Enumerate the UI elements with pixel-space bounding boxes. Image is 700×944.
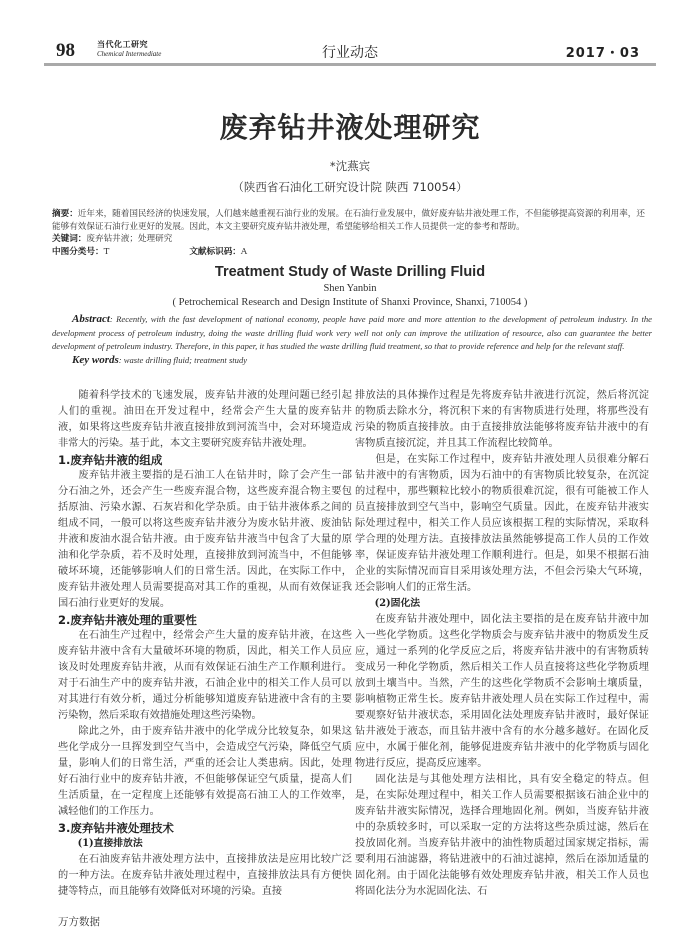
header-divider <box>44 63 656 66</box>
paragraph: 废弃钻井液主要指的是石油工人在钻井时，除了会产生一部分石油之外，还会产生一些废弃混合物，这些废弃混合物主要包括原油、污染水源、石灰岩和化学杂质。由于钻井液体系之间的组成不同，一般可以将这些废弃钻井液分为废水钻井液、废油钻井液和废油水混合钻井液。由于废弃钻井液当中包含了大量的原油和化学杂质，若不及时处理，直接排放到河流当中，不但能够破坏环境，还能够影响人们的日常生活。因此，在实际工作中，废弃钻井液处理人员需要提高对其工作的重视，从而有效保证我国石油行业更好的发展。 <box>58 470 352 609</box>
abstract-en <box>52 313 652 354</box>
keywords-cn <box>52 233 652 246</box>
keywords-en-label: Key words <box>72 353 119 366</box>
journal-name-cn: 当代化工研究 <box>97 40 148 49</box>
abstract-cn-block <box>52 208 652 258</box>
page-number: 98 <box>56 40 75 61</box>
subsection-heading: (1)直接排放法 <box>77 838 143 849</box>
keywords-text: 废弃钻井液；处理研究 <box>86 234 173 245</box>
abstract-en-text: : Recently, with the fast development of national economy, people have paid more and more attention to the development of petroleum industry. In the development process of petroleum industry, doing the waste drilling fluid work very well not only can improve the utilization of resource, also can guarantee the better development of petroleum industry. Therefore, in this paper, it has studied the waste drilling fluid treatment, so that to provide reference and help for the relevant staff. <box>52 314 652 351</box>
doc-code-label: 文献标识码： <box>189 246 241 257</box>
paragraph: 但是，在实际工作过程中，废弃钻井液处理人员很难分解石钻井液中的有害物质，因为石油中的有害物质比较复杂，在沉淀的过程中，那些颗粒比较小的物质很难沉淀，很有可能被工作人员直接排放到空气当中，影响空气质量。因此，在废弃钻井液实际处理过程中，相关工作人员应该根据工程的实际情况，采取科学合理的处理方法。直接排放法虽然能够提高工作人员的工作效率，保证废弃钻井液处理工作顺利进行。但是，如果不根据石油企业的实际情况而盲目采用该处理方法，不但会污染大气环境，还会影响人们的正常生活。 <box>355 454 649 593</box>
journal-logo <box>97 41 161 58</box>
paragraph: 随着科学技术的飞速发展，废弃钻井液的处理问题已经引起人们的重视。油田在开发过程中，经常会产生大量的废弃钻井液，如果将这些废弃钻井液直接排放到河流当中，会对环境造成非常大的污染。基于此，本文主要研究废弃钻井液处理。 <box>58 390 352 449</box>
section-heading: 1.废弃钻井液的组成 <box>58 453 163 467</box>
clc-value: T <box>103 246 110 257</box>
abstract-text: 近年来，随着国民经济的快速发展，人们越来越重视石油行业的发展。在石油行业发展中，做好废弃钻井液处理工作，不但能够提高资源的利用率，还能够有效保证石油行业更好的发展。因此，本文主要研究废弃钻井液处理，希望能够给相关工作人员提供一定的参考和帮助。 <box>52 209 645 232</box>
running-header <box>44 38 656 62</box>
classification-row <box>52 246 652 259</box>
section-name: 行业动态 <box>322 45 378 61</box>
english-author: Shen Yanbin <box>323 283 377 294</box>
clc-label: 中图分类号： <box>52 246 104 257</box>
abstract-en-block <box>52 313 652 367</box>
abstract-cn <box>52 208 652 233</box>
issue-number: 2017・03 <box>565 46 640 61</box>
section-heading: 3.废弃钻井液处理技术 <box>58 821 174 835</box>
article-title: 废弃钻井液处理研究 <box>219 111 481 144</box>
paragraph: 除此之外，由于废弃钻井液中的化学成分比较复杂，如果这些化学成分一旦挥发到空气当中，会造成空气污染，降低空气质量，影响人们的日常生活，严重的还会让人类患病。因此，处理好石油行业中的废弃钻井液，不但能够保证空气质量，提高人们生活质量，在一定程度上还能够有效提高石油工人的工作效率，减轻他们的工作压力。 <box>58 726 352 817</box>
body-column-right <box>355 388 649 900</box>
paragraph: 在石油废弃钻井液处理方法中，直接排放法是应用比较广泛的一种方法。在废弃钻井液处理过程中，直接排放法具有方便快捷等特点，而且能够有效降低对环境的污染。直接 <box>58 854 352 897</box>
footer-watermark: 万方数据 <box>58 916 100 928</box>
keywords-en-text: : waste drilling fluid; treatment study <box>118 354 248 365</box>
affiliation: （陕西省石油化工研究设计院 陕西 710054） <box>232 180 468 194</box>
doc-code-value: A <box>240 246 248 257</box>
abstract-label: 摘要： <box>52 209 78 219</box>
paragraph: 在废弃钻井液处理中，固化法主要指的是在废弃钻井液中加入一些化学物质。这些化学物质会与废弃钻井液中的物质发生反应，通过一系列的化学反应之后，将废弃钻井液中的有害物质转变成另一种化学物质，然后相关工作人员直接将这些化学物质埋放到土壤当中。当然，产生的这些化学物质不会影响土壤质量，影响植物正常生长。废弃钻井液处理人员在实际工作过程中，需要观察好钻井液状态，采用固化法处理废弃钻井液时，最好保证钻井液处于液态，而且钻井液中含有的水分越多越好。在固化反应中，水属于催化剂，能够促进废弃钻井液中的化学物质与固化物进行反应，提高反应速率。 <box>355 614 649 769</box>
english-affiliation: ( Petrochemical Research and Design Institute of Shanxi Province, Shanxi, 710054 ) <box>172 297 528 308</box>
section-heading: 2.废弃钻井液处理的重要性 <box>58 613 197 627</box>
keywords-en <box>52 354 652 368</box>
paragraph: 排放法的具体操作过程是先将废弃钻井液进行沉淀，然后将沉淀的物质去除水分，将沉积下来的有害物质进行处理，将那些没有污染的物质直接排放。由于直接排放法能够将废弃钻井液中的有害物质直接沉淀，并且其工作流程比较简单。 <box>355 390 649 449</box>
paragraph: 固化法是与其他处理方法相比，具有安全稳定的特点。但是，在实际处理过程中，相关工作人员需要根据该石油企业中的废弃钻井液实际情况，选择合理地固化剂。例如，当废弃钻井液中的杂质较多时，可以采取一定的方法将这些杂质过滤，然后在投放固化剂。当废弃钻井液中的油性物质超过国家规定指标，需要利用石油滤器，将钻进液中的石油过滤掉，然后在添加适量的固化剂。由于固化法能够有效处理废弃钻井液，相关工作人员也将固化法分为水泥固化法、石 <box>355 774 649 897</box>
abstract-en-label: Abstract <box>72 313 110 325</box>
author: *沈燕宾 <box>329 159 371 173</box>
keywords-label: 关键词： <box>52 234 87 245</box>
body-column-left <box>58 388 352 900</box>
paragraph: 在石油生产过程中，经常会产生大量的废弃钻井液，在这些废弃钻井液中含有大量破坏环境的物质，因此，相关工作人员应该及时处理废弃钻井液，从而有效保证石油生产工作顺利进行。对于石油生产中的废弃钻井液，石油企业中的相关工作人员可以对其进行有效分析，通过分析能够知道废弃钻进液中含有的主要污染物，然后采取有效措施处理这些污染物。 <box>58 630 352 721</box>
journal-name-en: Chemical Intermediate <box>97 50 162 58</box>
english-title: Treatment Study of Waste Drilling Fluid <box>214 264 486 280</box>
subsection-heading: (2)固化法 <box>374 598 421 609</box>
